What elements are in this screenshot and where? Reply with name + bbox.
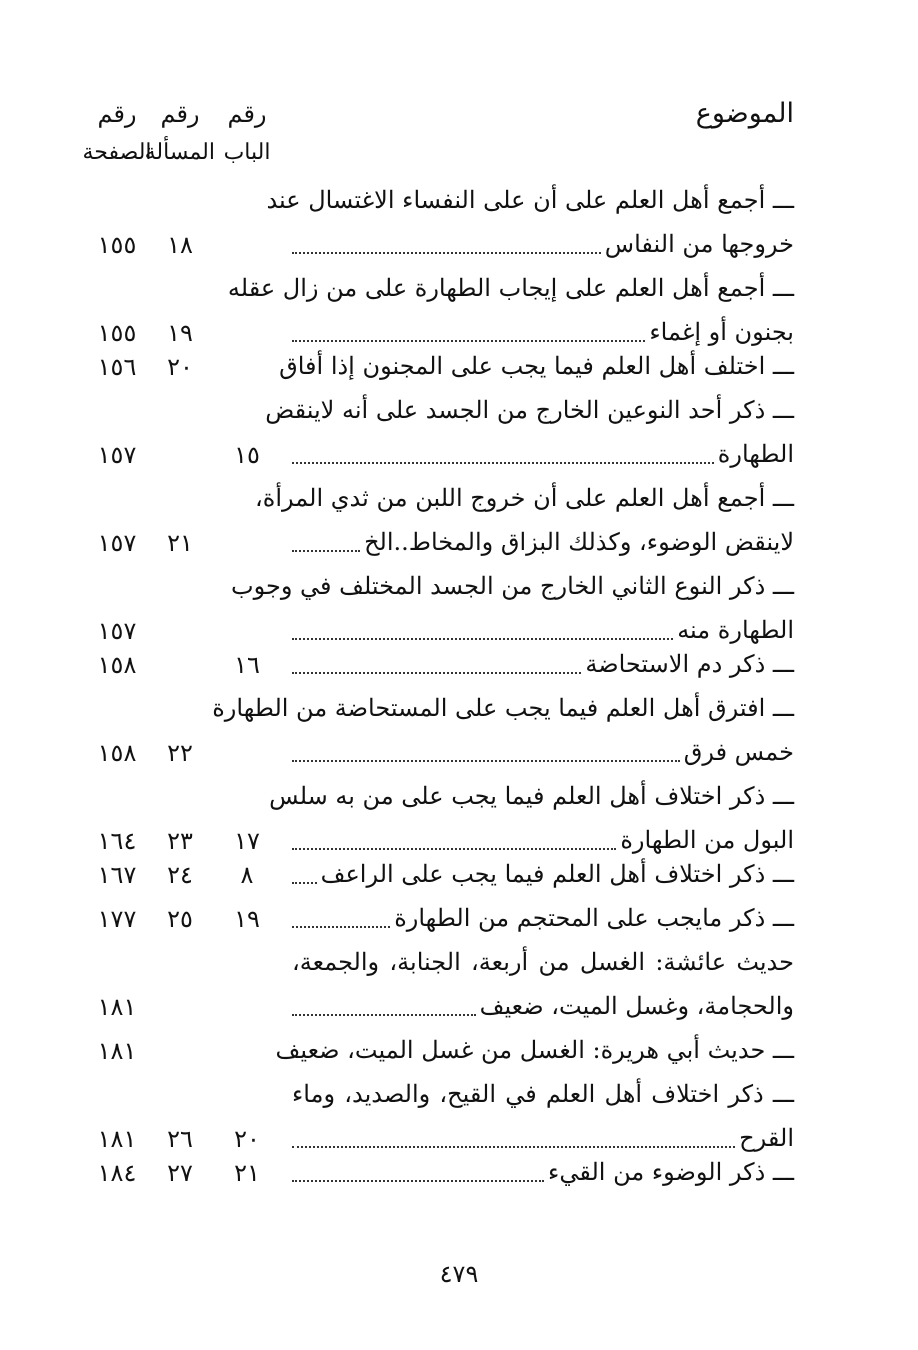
entry-safha-number: ١٥٥ [97,319,137,347]
entry-safha-number: ١٥٨ [97,651,137,679]
entry-line-1: ـــ أجمع أهل العلم على أن على النفساء الاغتسال عند [266,186,794,214]
entry-text: ـــ اختلف أهل العلم فيما يجب على المجنون إذا أفاق [279,352,794,380]
entry-text: ـــ ذكر الوضوء من القيء [548,1158,794,1186]
entry-line-2 [292,852,794,896]
entry-text: والحجامة، وغسل الميت، ضعيف [479,992,794,1020]
header-raqm-masala: رقم [160,100,200,128]
entry-line-2 [292,432,794,476]
entry-masala-number: ٢٧ [167,1159,193,1187]
entry-text: خمس فرق [683,738,794,766]
entry-line-1: حديث عائشة: الغسل من أربعة، الجنابة، والجمعة، [292,948,794,976]
entry-line-2 [292,222,794,266]
entry-bab-number: ٨ [240,861,254,889]
entry-safha-number: ١٨١ [97,1125,137,1153]
header-raqm-bab: رقم [227,100,267,128]
toc-entry [265,388,794,476]
leader-dots [292,638,673,640]
leader-dots [292,462,714,464]
header-raqm-safha: رقم [97,100,137,128]
leader-dots [292,550,360,552]
entry-safha-number: ١٨١ [97,1037,137,1065]
entry-bab-number: ١٥ [234,441,260,469]
entry-line-2 [279,344,794,388]
entry-masala-number: ٢٣ [167,827,193,855]
toc-entry [230,564,794,652]
entry-safha-number: ١٥٧ [97,617,137,645]
entry-text: لاينقض الوضوء، وكذلك البزاق والمخاط..الخ [364,528,794,556]
entry-bab-number: ٢١ [234,1159,260,1187]
page-number: ٤٧٩ [439,1260,479,1288]
entry-safha-number: ١٥٥ [97,231,137,259]
header-topic: الموضوع [695,98,794,129]
header-safha: الصفحة [82,140,152,165]
entry-text: الطهارة [717,440,794,468]
leader-dots [292,1180,544,1182]
entry-line-1: ـــ أجمع أهل العلم على إيجاب الطهارة على من زال عقله [227,274,794,302]
entry-text: الطهارة منه [677,616,794,644]
entry-masala-number: ٢٤ [167,861,193,889]
entry-safha-number: ١٨٤ [97,1159,137,1187]
entry-text: خروجها من النفاس [604,230,794,258]
entry-bab-number: ٢٠ [234,1125,260,1153]
entry-masala-number: ١٨ [167,231,193,259]
entry-safha-number: ١٥٦ [97,353,137,381]
entry-bab-number: ١٩ [234,905,260,933]
leader-dots [292,882,317,884]
entry-safha-number: ١٦٧ [97,861,137,889]
leader-dots [292,926,390,928]
entry-text: ـــ ذكر مايجب على المحتجم من الطهارة [394,904,794,932]
entry-safha-number: ١٦٤ [97,827,137,855]
entry-safha-number: ١٧٧ [97,905,137,933]
entry-text: ـــ حديث أبي هريرة: الغسل من غسل الميت، ضعيف [275,1036,794,1064]
entry-line-2 [292,730,794,774]
entry-text: البول من الطهارة [620,826,794,854]
entry-line-1: ـــ ذكر اختلاف أهل العلم في القيح، والصديد، وماء [292,1080,794,1108]
toc-entry [292,642,794,686]
toc-entry [266,178,794,266]
entry-masala-number: ٢١ [167,529,193,557]
leader-dots [292,1146,735,1148]
leader-dots [292,1014,476,1016]
entry-text: بجنون أو إغماء [649,318,794,346]
entry-safha-number: ١٨١ [97,993,137,1021]
toc-entry [292,852,794,896]
toc-entry [227,266,794,354]
entry-safha-number: ١٥٧ [97,529,137,557]
entry-safha-number: ١٥٨ [97,739,137,767]
entry-bab-number: ١٦ [234,651,260,679]
toc-entry [275,1028,794,1072]
header-bab: الباب [223,140,271,165]
entry-line-1: ـــ ذكر اختلاف أهل العلم فيما يجب على من به سلس [269,782,794,810]
toc-entry [269,774,794,862]
leader-dots [292,252,601,254]
entry-masala-number: ١٩ [167,319,193,347]
entry-safha-number: ١٥٧ [97,441,137,469]
entry-line-1: ـــ ذكر النوع الثاني الخارج من الجسد المختلف في وجوب [230,572,794,600]
header-masala: المسألة [144,140,215,165]
entry-text: ـــ ذكر اختلاف أهل العلم فيما يجب على الراعف [320,860,794,888]
leader-dots [292,340,645,342]
toc-entry [292,1072,794,1160]
entry-text: القرح [739,1124,794,1152]
toc-entry [292,940,794,1028]
entry-line-1: ـــ أجمع أهل العلم على أن خروج اللبن من ثدي المرأة، [255,484,794,512]
toc-entry [292,896,794,940]
entry-line-2 [292,1150,794,1194]
leader-dots [292,760,680,762]
entry-line-1: ـــ افترق أهل العلم فيما يجب على المستحاضة من الطهارة [212,694,794,722]
toc-entry [212,686,794,774]
entry-line-1: ـــ ذكر أحد النوعين الخارج من الجسد على أنه لاينقض [265,396,794,424]
entry-bab-number: ١٧ [234,827,260,855]
entry-text: ـــ ذكر دم الاستحاضة [585,650,794,678]
entry-masala-number: ٢٦ [167,1125,193,1153]
entry-masala-number: ٢٥ [167,905,193,933]
entry-line-2 [292,984,794,1028]
leader-dots [292,848,616,850]
entry-line-2 [275,1028,794,1072]
entry-line-2 [292,896,794,940]
toc-entry [255,476,794,564]
entry-line-2 [292,520,794,564]
entry-masala-number: ٢٢ [167,739,193,767]
entry-line-2 [292,642,794,686]
toc-entry [292,1150,794,1194]
entry-masala-number: ٢٠ [167,353,193,381]
toc-entry [279,344,794,388]
leader-dots [292,672,581,674]
